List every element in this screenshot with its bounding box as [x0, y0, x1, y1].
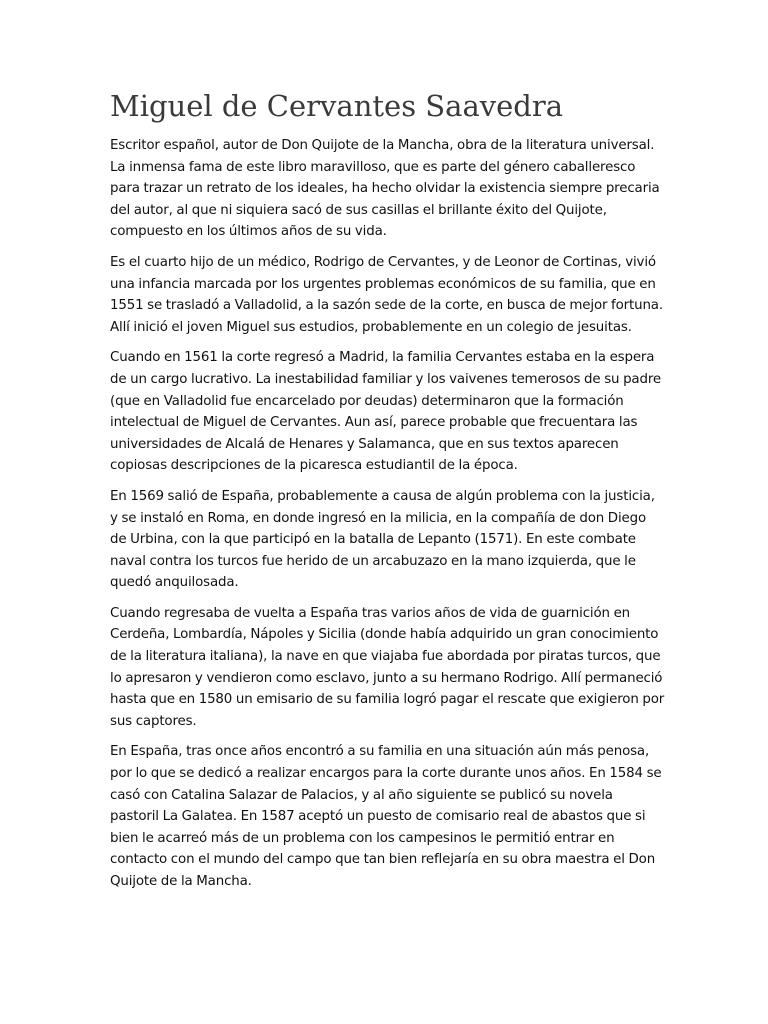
- paragraph-3: Cuando en 1561 la corte regresó a Madrid, la familia Cervantes estaba en la espera de un cargo lucrativo. La inestabilidad familiar y los vaivenes temerosos de su padre (que en Valladolid fue encarcelado por deudas) determinaron que la formación intelectual de Miguel de Cervantes. Aun así, parece probable que frecuentara las universidades de Alcalá de Henares y Salamanca, que en sus textos aparecen copiosas descripciones de la picaresca estudiantil de la época.: [110, 350, 661, 474]
- paragraph-6: En España, tras once años encontró a su familia en una situación aún más penosa, por lo que se dedicó a realizar encargos para la corte durante unos años. En 1584 se casó con Catalina Salazar de Palacios, y al año siguiente se publicó su novela pastoril La Galatea. En 1587 aceptó un puesto de comisario real de abastos que si bien le acarreó más de un problema con los campesinos le permitió entrar en contacto con el mundo del campo que tan bien reflejaría en su obra maestra el Don Quijote de la Mancha.: [110, 744, 662, 889]
- paragraph-5: Cuando regresaba de vuelta a España tras varios años de vida de guarnición en Cerdeña, Lombardía, Nápoles y Sicilia (donde había adquirido un gran conocimiento de la literatura italiana), la nave en que viajaba fue abordada por piratas turcos, que lo apresaron y vendieron como esclavo, junto a su hermano Rodrigo. Allí permaneció hasta que en 1580 un emisario de su familia logró pagar el rescate que exigieron por sus captores.: [110, 605, 665, 729]
- document-title: Miguel de Cervantes Saavedra: [110, 89, 563, 123]
- paragraph-4: En 1569 salió de España, probablemente a causa de algún problema con la justicia, y se instaló en Roma, en donde ingresó en la milicia, en la compañía de don Diego de Urbina, con la que participó en la batalla de Lepanto (1571). En este combate naval contra los turcos fue herido de un arcabuzazo en la mano izquierda, que le quedó anquilosada.: [110, 488, 655, 591]
- paragraph-2: Es el cuarto hijo de un médico, Rodrigo de Cervantes, y de Leonor de Cortinas, vivió una infancia marcada por los urgentes problemas económicos de su familia, que en 1551 se trasladó a Valladolid, a la sazón sede de la corte, en busca de mejor fortuna. Allí inició el joven Miguel sus estudios, probablemente en un colegio de jesuitas.: [110, 254, 663, 335]
- paragraph-1: Escritor español, autor de Don Quijote de la Mancha, obra de la literatura universal. La inmensa fama de este libro maravilloso, que es parte del género caballeresco para trazar un retrato de los ideales, ha hecho olvidar la existencia siempre precaria del autor, al que ni siquiera sacó de sus casillas el brillante éxito del Quijote, compuesto en los últimos años de su vida.: [110, 138, 660, 240]
- document-page: [110, 86, 665, 902]
